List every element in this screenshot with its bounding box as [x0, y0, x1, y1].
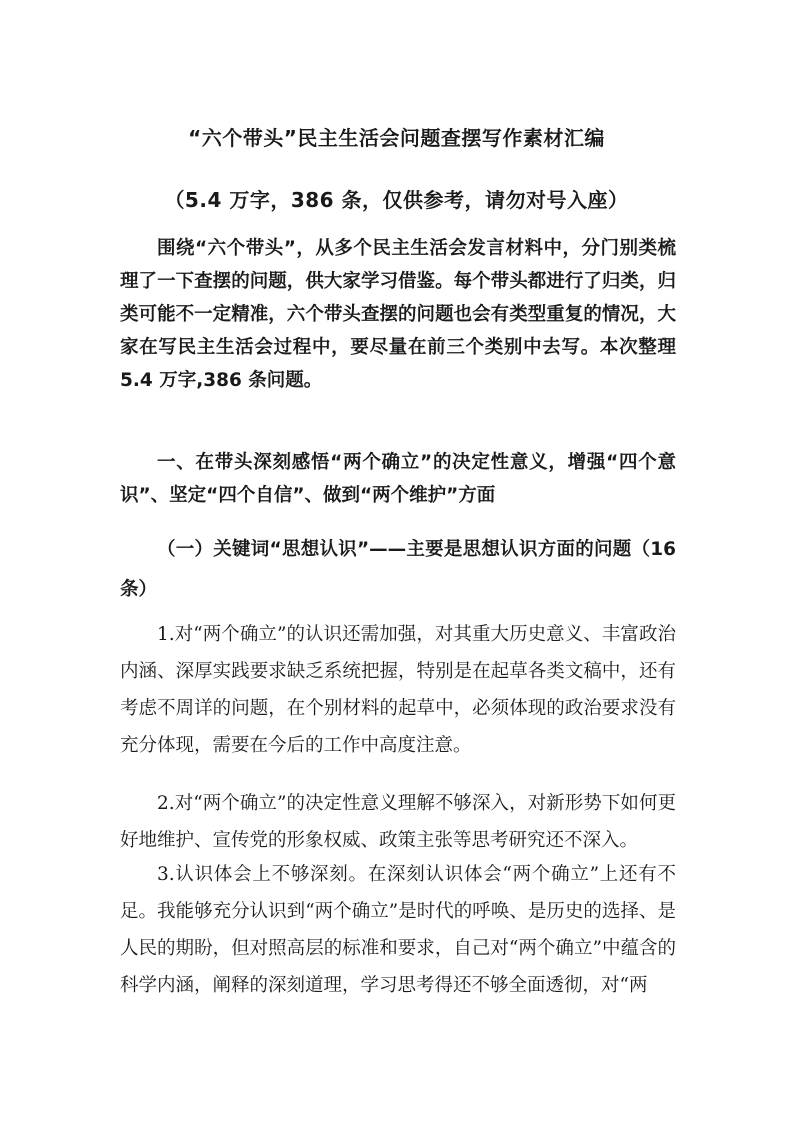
section-heading: 一、在带头深刻感悟“两个确立”的决定性意义，增强“四个意识”、坚定“四个自信”、做到“两个维护”方面: [120, 452, 676, 506]
subsection-heading: （一）关键词“思想认识”——主要是思想认识方面的问题（16 条）: [120, 539, 676, 600]
list-item: 2.对“两个确立”的决定性意义理解不够深入，对新形势下如何更好地维护、宣传党的形象权威、政策主张等思考研究还不深入。: [120, 793, 676, 851]
intro-paragraph: 围绕“六个带头”，从多个民主生活会发言材料中，分门别类梳理了一下查摆的问题，供大家学习借鉴。每个带头都进行了归类，归类可能不一定精准，六个带头查摆的问题也会有类型重复的情况，大家在写民主生活会过程中，要尽量在前三个类别中去写。本次整理 5.4 万字,386 条问题。: [120, 238, 676, 391]
document-title: “六个带头”民主生活会问题查摆写作素材汇编: [188, 126, 605, 150]
list-item: 3.认识体会上不够深刻。在深刻认识体会“两个确立”上还有不足。我能够充分认识到“两个确立”是时代的呼唤、是历史的选择、是人民的期盼，但对照高层的标准和要求，自己对“两个确立”中蕴含的科学内涵，阐释的深刻道理，学习思考得还不够全面透彻，对“两: [120, 864, 676, 996]
list-item: 1.对“两个确立”的认识还需加强，对其重大历史意义、丰富政治内涵、深厚实践要求缺乏系统把握，特别是在起草各类文稿中，还有考虑不周详的问题，在个别材料的起草中，必须体现的政治要求没有充分体现，需要在今后的工作中高度注意。: [120, 624, 676, 756]
document-subtitle: （5.4 万字，386 条，仅供参考，请勿对号入座）: [164, 188, 629, 212]
